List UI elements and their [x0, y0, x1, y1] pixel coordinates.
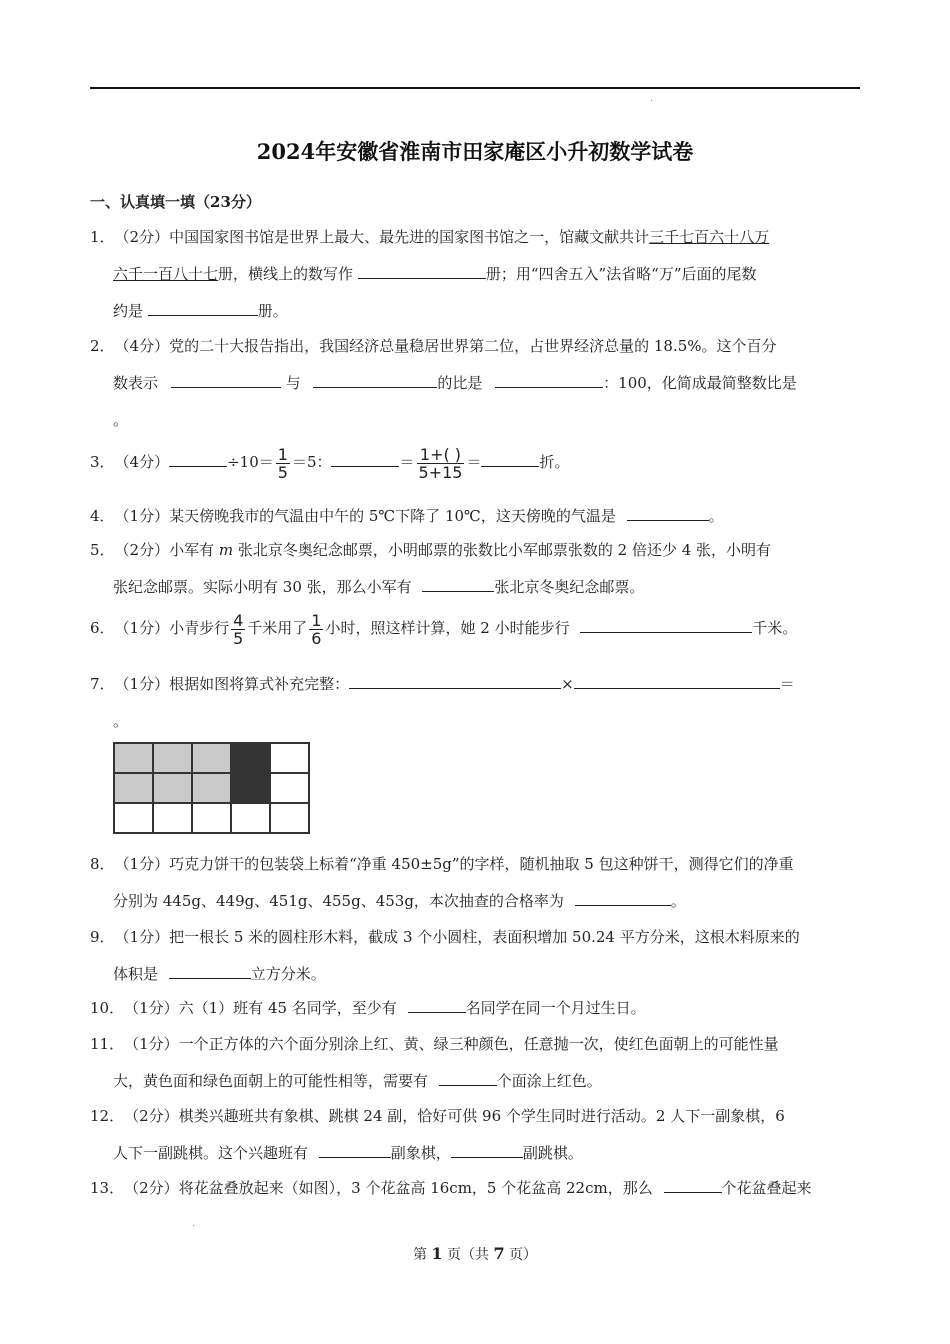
question-text: （1分）一个正方体的六个面分别涂上红、黄、绿三种颜色，任意抛一次，使红色面朝上的可能性量 [124, 1035, 779, 1053]
grid-cell-gray [192, 743, 231, 773]
question-13 [90, 1178, 812, 1198]
question-text: （1分）六（1）班有 45 名同学，至少有 [124, 999, 397, 1017]
answer-blank[interactable] [439, 1071, 497, 1086]
fraction-expression: $\frac{1+( )}{5+15}$ [418, 444, 463, 482]
question-text: 人下一副跳棋。这个兴趣班有 [113, 1144, 309, 1162]
total-pages: 7 [493, 1244, 505, 1263]
scan-dot: · [650, 96, 654, 107]
question-number: 3． [90, 453, 115, 471]
grid-cell-gray [192, 773, 231, 803]
grid-cell-gray [114, 773, 153, 803]
question-text: （1分）把一根长 5 米的圆柱形木料，截成 3 个小圆柱，表面积增加 50.24 平方分米，这根木料原来的 [114, 928, 800, 946]
grid-cell-white [270, 803, 309, 833]
answer-blank[interactable] [574, 674, 780, 689]
answer-blank[interactable] [627, 506, 709, 521]
question-text: 张北京冬奥纪念邮票。 [494, 578, 645, 596]
question-text: ＝ [399, 453, 415, 471]
question-text: 折。 [539, 453, 570, 471]
question-text: （1分）某天傍晚我市的气温由中午的 5℃下降了 10℃，这天傍晚的气温是 [114, 507, 616, 525]
question-5-line-2 [113, 577, 644, 597]
question-text: 。 [113, 411, 129, 429]
question-text: 的比是 [437, 374, 483, 392]
grid-cell-white [270, 743, 309, 773]
question-text: ＝5： [291, 453, 332, 471]
question-5 [90, 540, 771, 560]
footer-text: 页） [509, 1247, 538, 1263]
question-text: 约是 [113, 302, 144, 320]
question-text: 千米。 [752, 619, 798, 637]
question-text: ÷10＝ [227, 453, 274, 471]
grid-cell-gray [153, 743, 192, 773]
answer-blank[interactable] [358, 264, 486, 279]
equals-sign: ＝ [779, 675, 795, 693]
grid-cell-white [231, 803, 270, 833]
page-title: 2024年安徽省淮南市田家庵区小升初数学试卷 [256, 139, 694, 164]
grid-cell-white [270, 773, 309, 803]
footer-text: 页（共 [447, 1247, 489, 1263]
question-text: 分别为 445g、449g、451g、455g、453g，本次抽查的合格率为 [113, 892, 564, 910]
question-12-line-2 [113, 1143, 583, 1163]
question-text: 副跳棋。 [522, 1144, 583, 1162]
question-11-line-2 [113, 1071, 602, 1091]
question-text: （1分）小青步行 [114, 619, 230, 637]
question-number: 4． [90, 507, 115, 525]
question-1-line-2 [113, 264, 757, 284]
question-number: 6． [90, 619, 115, 637]
answer-blank[interactable] [171, 373, 281, 388]
answer-blank[interactable] [408, 998, 466, 1013]
grid-cell-dark [231, 773, 270, 803]
question-2-line-2 [113, 373, 797, 393]
question-2-line-3 [113, 410, 128, 430]
section-heading: 一、认真填一填（23分） [90, 193, 261, 211]
answer-blank[interactable] [319, 1143, 391, 1158]
times-sign: × [561, 675, 574, 693]
question-2 [90, 336, 777, 356]
question-text: （2分）小军有 [114, 541, 219, 559]
question-text: （2分）将花盆叠放起来（如图），3 个花盆高 16cm，5 个花盆高 22cm，那么 [124, 1179, 653, 1197]
question-12 [90, 1106, 785, 1126]
page-footer [0, 1244, 950, 1264]
question-text: 小时，照这样计算，她 2 小时能步行 [325, 619, 570, 637]
answer-blank[interactable] [481, 452, 539, 467]
fraction-one-fifth: $\frac{1}{5}$ [277, 444, 288, 482]
question-number: 8． [90, 855, 115, 873]
fraction-grid-figure [113, 742, 310, 834]
grid-cell-white [192, 803, 231, 833]
question-text: 副象棋， [390, 1144, 451, 1162]
question-text: （1分）根据如图将算式补充完整： [114, 675, 350, 693]
question-text: 个花盆叠起来 [721, 1179, 812, 1197]
question-number: 1． [90, 228, 115, 246]
question-text: 册；用“四舍五入”法省略“万”后面的尾数 [485, 265, 757, 283]
header-rule [90, 87, 860, 89]
question-number: 11． [90, 1035, 125, 1053]
question-text: 张纪念邮票。实际小明有 30 张，那么小军有 [113, 578, 412, 596]
question-text: 张北京冬奥纪念邮票，小明邮票的张数比小军邮票张数的 2 倍还少 4 张，小明有 [233, 541, 772, 559]
scan-dot: · [192, 1221, 196, 1232]
answer-blank[interactable] [580, 618, 752, 633]
footer-text: 第 [412, 1247, 427, 1263]
question-text: 千米用了 [247, 619, 308, 637]
question-text: ＝ [466, 453, 482, 471]
answer-blank[interactable] [422, 577, 494, 592]
grid-cell-white [153, 803, 192, 833]
question-text: ：100，化简成最简整数比是 [603, 374, 797, 392]
question-number: 13． [90, 1179, 125, 1197]
question-number: 7． [90, 675, 115, 693]
question-text: （1分）巧克力饼干的包装袋上标着“净重 450±5g”的字样，随机抽取 5 包这种饼干，测得它们的净重 [114, 855, 794, 873]
question-text: 个面涂上红色。 [496, 1072, 602, 1090]
fraction-four-fifths: $\frac{4}{5}$ [233, 610, 244, 648]
question-text: 。 [670, 892, 686, 910]
question-text: （4分） [114, 453, 170, 471]
answer-blank[interactable] [169, 452, 227, 467]
answer-blank[interactable] [148, 301, 258, 316]
question-number: 10． [90, 999, 125, 1017]
question-text: 大，黄色面和绿色面朝上的可能性相等，需要有 [113, 1072, 429, 1090]
grid-cell-gray [153, 773, 192, 803]
answer-blank[interactable] [169, 964, 251, 979]
answer-blank[interactable] [664, 1178, 722, 1193]
question-text: 体积是 [113, 965, 159, 983]
question-text: 。 [708, 507, 724, 525]
question-text: 与 [285, 374, 301, 392]
variable-m: m [218, 541, 234, 559]
question-4 [90, 506, 724, 526]
question-number: 12． [90, 1107, 125, 1125]
answer-blank[interactable] [495, 373, 603, 388]
question-text: 。 [113, 712, 129, 730]
question-text: 册，横线上的数写作 [218, 265, 354, 283]
question-6 [90, 610, 797, 647]
question-number: 9． [90, 928, 115, 946]
question-1-line-3 [113, 301, 288, 321]
grid-cell-white [114, 803, 153, 833]
question-10 [90, 998, 646, 1018]
question-text: 立方分米。 [250, 965, 326, 983]
question-text: （4分）党的二十大报告指出，我国经济总量稳居世界第二位，占世界经济总量的 18.5%。这个百分 [114, 337, 777, 355]
question-number: 2． [90, 337, 115, 355]
question-1 [90, 227, 769, 247]
question-11 [90, 1034, 779, 1054]
question-text: 册。 [257, 302, 288, 320]
underlined-number: 三千七百六十八万 [649, 228, 770, 246]
question-8-line-2 [113, 891, 686, 911]
answer-blank[interactable] [313, 373, 437, 388]
answer-blank[interactable] [575, 891, 671, 906]
underlined-number: 六千一百八十七 [113, 265, 219, 283]
question-text: （2分）中国国家图书馆是世界上最大、最先进的国家图书馆之一，馆藏文献共计 [114, 228, 650, 246]
question-7-line-2 [113, 711, 128, 731]
question-9-line-2 [113, 964, 326, 984]
answer-blank[interactable] [349, 674, 561, 689]
question-8 [90, 854, 794, 874]
answer-blank[interactable] [451, 1143, 523, 1158]
grid-cell-dark [231, 743, 270, 773]
question-text: 名同学在同一个月过生日。 [465, 999, 646, 1017]
fraction-one-sixth: $\frac{1}{6}$ [311, 610, 322, 648]
page-number: 1 [431, 1244, 443, 1263]
question-text: 数表示 [113, 374, 159, 392]
question-3 [90, 444, 569, 481]
answer-blank[interactable] [331, 452, 399, 467]
grid-cell-gray [114, 743, 153, 773]
question-7 [90, 674, 795, 694]
question-9 [90, 927, 800, 947]
question-text: （2分）棋类兴趣班共有象棋、跳棋 24 副，恰好可供 96 个学生同时进行活动。2 人下一副象棋，6 [124, 1107, 785, 1125]
question-number: 5． [90, 541, 115, 559]
